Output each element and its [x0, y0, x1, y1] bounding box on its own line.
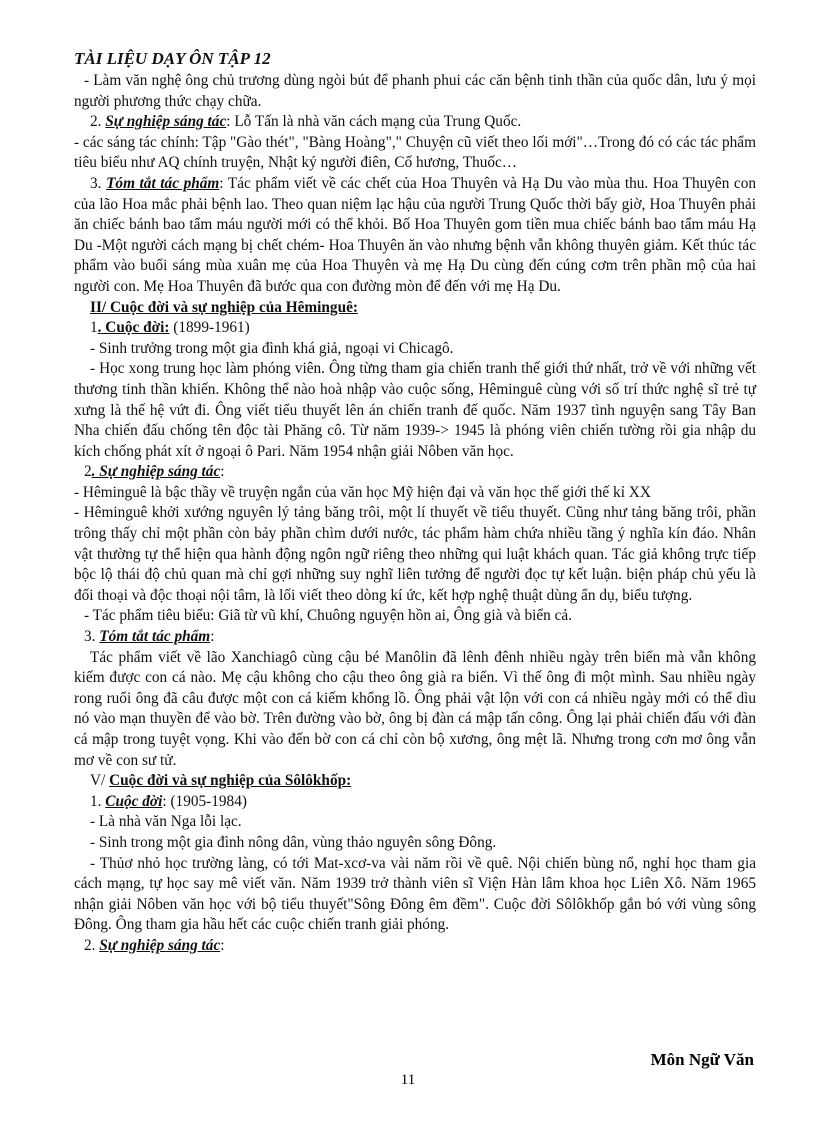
- lu-tan-career-text: : Lỗ Tấn là nhà văn cách mạng của Trung Quốc.: [226, 113, 522, 131]
- hemingway-career-num: 2: [84, 463, 92, 481]
- page-header-title: TÀI LIỆU DẠY ÔN TẬP 12: [74, 49, 271, 68]
- sholokhov-life: [74, 792, 756, 813]
- document-page: [74, 48, 756, 957]
- hemingway-life-num: 1: [90, 319, 98, 337]
- lu-tan-summary-text: : Tác phẩm viết về các chết của Hoa Thuyên và Hạ Du vào mùa thu. Hoa Thuyên con của lão Hoa mắc phải bệnh lao. Theo quan niệm lạc hậu của người Trung Quốc thời bấy giờ, Hoa Thuyên phải ăn chiếc bánh bao tẩm máu người mới có thể khỏi. Bố Hoa Thuyên gom tiền mua chiếc bánh bao tẩm máu Hạ Du -Một người cách mạng bị chết chém- Hoa Thuyên ăn vào nhưng bệnh vẫn không thuyên giảm. Kết thúc tác phẩm vào buổi sáng mùa xuân mẹ của Hoa Thuyên và mẹ Hạ Du cùng đến cúng cơm trên phần mộ của hai người con. Mẹ Hoa Thuyên đã bước qua con đường mòn để đến với mẹ Hạ Du.: [74, 174, 757, 295]
- lu-tan-summary: [74, 174, 756, 298]
- hemingway-career: [74, 462, 756, 483]
- hemingway-summary-num: 3.: [84, 628, 100, 646]
- hemingway-career-colon: :: [220, 463, 225, 481]
- hemingway-summary-text: Tác phẩm viết về lão Xanchiagô cùng cậu bé Manôlin đã lênh đênh nhiều ngày trên biển mà vẫn không kiếm được con cá nào. Mẹ cậu không cho cậu theo ông già ra biển. Vì thế ông đi một mình. Sau nhiều ngày rong ruổi ông đã câu được một con cá kiếm khổng lồ. Ông phải vật lộn với con cá nhiều ngày mới có thể dìu nó vào mạn thuyền để vào bờ. Trên đường vào bờ, ông bị đàn cá mập tấn công. Ông lại phải chiến đấu với đàn cá mập trong tuyệt vọng. Khi vào đến bờ con cá chỉ còn bộ xương, ông mệt lã. Nhưng trong cơn mơ ông vẫn mơ về con sư tử.: [74, 648, 756, 769]
- lu-tan-career-heading: Sự nghiệp sáng tác: [105, 113, 227, 131]
- sholokhov-life-years: : (1905-1984): [162, 792, 247, 810]
- hemingway-career-item-2: - Hêminguê khởi xướng nguyên lý tảng băng trôi, một lí thuyết về tiểu thuyết. Cũng như tảng băng trôi, phần trông thấy chỉ một phần còn bảy phần chìm dưới nước, tác phẩm hàm chứa nhiều tầng ý nghĩa kín đáo. Nhân vật thường tự thể hiện qua hành động ngôn ngữ riêng theo những qui luật khách quan. Tác giả không trực tiếp bộc lộ thái độ chủ quan mà chỉ gợi những suy nghĩ liên tưởng để người đọc tự kết luận. biện pháp chủ yếu là đối thoại và độc thoại nội tâm, là lối viết theo dòng kí ức, kết hợp nghệ thuật dùng ẩn dụ, biểu tượng.: [74, 504, 756, 604]
- hemingway-life-heading: . Cuộc đời:: [97, 319, 170, 337]
- sholokhov-life-num: 1.: [90, 792, 106, 810]
- sholokhov-section-prefix: V/: [90, 772, 110, 790]
- lu-tan-summary-heading: Tóm tắt tác phẩm: [106, 174, 220, 192]
- hemingway-summary-heading: Tóm tắt tác phẩm: [99, 628, 211, 646]
- hemingway-career-item-1: - Hêminguê là bậc thầy về truyện ngắn của văn học Mỹ hiện đại và văn học thế giới thế kỉ XX: [74, 483, 651, 501]
- sholokhov-life-item-1: - Là nhà văn Nga lỗi lạc.: [90, 813, 242, 831]
- sholokhov-career-num: 2.: [84, 936, 100, 954]
- lu-tan-intro: - Làm văn nghệ ông chủ trương dùng ngòi bút để phanh phui các căn bệnh tinh thần của quốc dân, lưu ý mọi người phương thức chạy chữa.: [74, 72, 756, 110]
- sholokhov-section-title: [74, 771, 756, 792]
- sholokhov-section-heading: Cuộc đời và sự nghiệp của Sôlôkhốp:: [109, 772, 352, 790]
- sholokhov-life-heading: Cuộc đời: [105, 792, 163, 810]
- lu-tan-works: - các sáng tác chính: Tập "Gào thét", "Bàng Hoàng"," Chuyện cũ viết theo lối mới"…Trong đó có các tác phẩm tiêu biểu như AQ chính truyện, Nhật ký người điên, Cố hương, Thuốc…: [74, 133, 756, 172]
- lu-tan-summary-num: 3.: [90, 174, 107, 192]
- sholokhov-career-colon: :: [220, 936, 225, 954]
- hemingway-section-title: [74, 298, 756, 319]
- sholokhov-life-item-2: - Sinh trong một gia đình nông dân, vùng thảo nguyên sông Đông.: [90, 833, 497, 851]
- sholokhov-career: [74, 936, 756, 957]
- hemingway-summary-colon: :: [210, 628, 215, 646]
- hemingway-career-item-3: - Tác phẩm tiêu biểu: Giã từ vũ khí, Chuông nguyện hồn ai, Ông già và biển cả.: [84, 607, 573, 625]
- hemingway-life-years: (1899-1961): [169, 319, 250, 337]
- hemingway-life: [74, 318, 756, 339]
- sholokhov-career-heading: Sự nghiệp sáng tác: [99, 936, 221, 954]
- hemingway-life-item-1: - Sinh trưởng trong một gia đình khá giả, ngoại vi Chicagô.: [90, 339, 454, 357]
- hemingway-career-heading: . Sự nghiệp sáng tác: [91, 463, 221, 481]
- hemingway-life-item-2: - Học xong trung học làm phóng viên. Ông từng tham gia chiến tranh thế giới thứ nhất, trở về với những vết thương tinh thần khiến. Không thể nào hoà nhập vào cuộc sống, Hêminguê cùng với số trí thức nghệ sĩ trẻ tự xưng là thế hệ vứt đi. Ông viết tiểu thuyết lên án chiến tranh đế quốc. Năm 1937 tình nguyện sang Tây Ban Nha chiến đấu chống tên độc tài Phăng cô. Từ năm 1939-> 1945 là phóng viên chiến tường rồi gia nhập du kích chống phát xít ở ngoại ô Pari. Năm 1954 nhận giải Nôben văn học.: [74, 360, 756, 460]
- hemingway-summary: [74, 627, 756, 648]
- sholokhov-life-item-3: - Thủơ nhỏ học trường làng, có tới Mat-xcơ-va vài năm rồi về quê. Nội chiến bùng nổ, nghỉ học tham gia cách mạng, tự học say mê viết văn. Năm 1939 trở thành viên sĩ Viện Hàn lâm khoa học Liên Xô. Năm 1965 nhận giải Nôben văn học với bộ tiểu thuyết"Sông Đông êm đềm". Cuộc đời Sôlôkhốp gắn bó với vùng sông Đông. Ông tham gia hầu hết các cuộc chiến tranh giải phóng.: [74, 854, 756, 934]
- page-number: 11: [400, 1072, 416, 1088]
- lu-tan-career-num: 2.: [90, 113, 106, 131]
- footer-subject: Môn Ngữ Văn: [650, 1050, 754, 1069]
- lu-tan-career: [74, 112, 756, 133]
- hemingway-section-heading: II/ Cuộc đời và sự nghiệp của Hêminguê:: [90, 298, 358, 316]
